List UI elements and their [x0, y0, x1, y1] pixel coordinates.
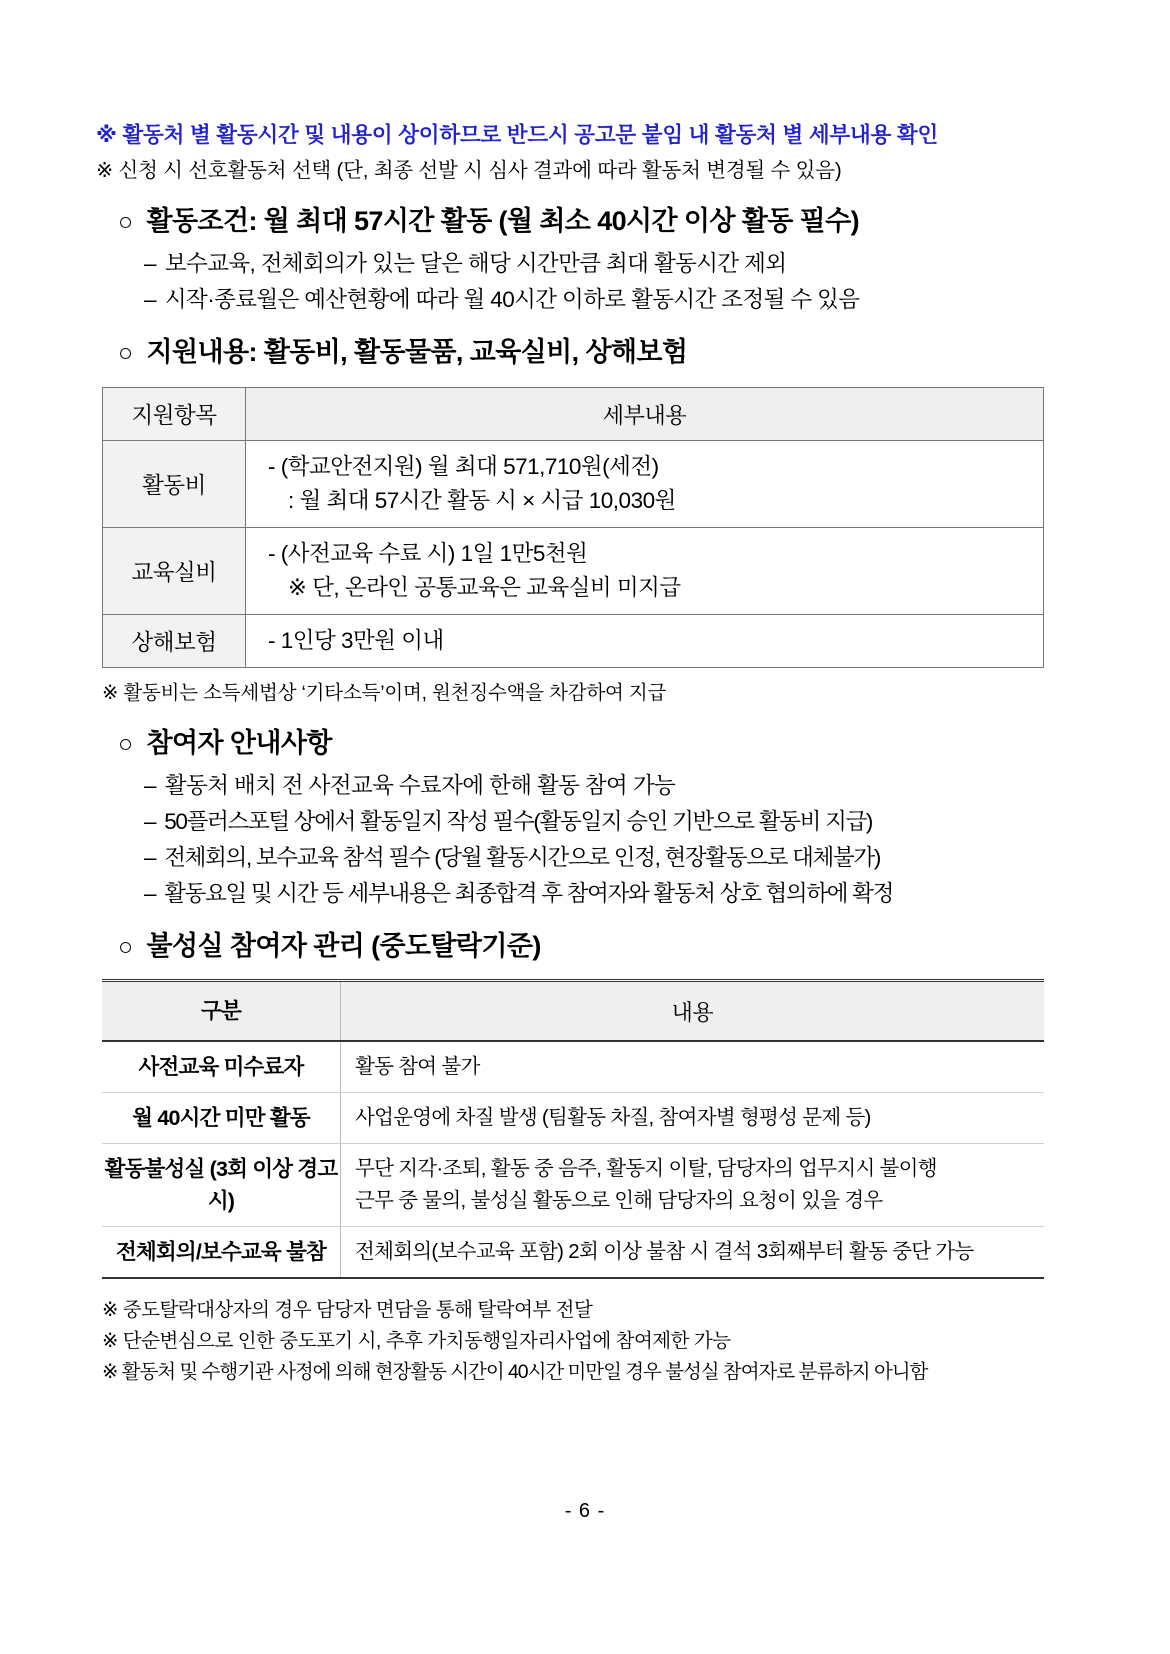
column-header-category: 구분	[102, 981, 341, 1042]
detail-line: : 월 최대 57시간 활동 시 × 시급 10,030원	[288, 488, 676, 513]
footnote-text: 중도탈락대상자의 경우 담당자 면담을 통해 탈락여부 전달	[122, 1299, 593, 1321]
heading-activity-conditions	[118, 201, 1074, 242]
row-content	[341, 1041, 1045, 1093]
table-row	[102, 1041, 1044, 1093]
table-header-row	[102, 981, 1044, 1042]
content-line: 근무 중 물의, 불성실 활동으로 인해 담당자의 요청이 있을 경우	[355, 1189, 883, 1212]
row-content	[341, 1227, 1045, 1279]
table-row	[103, 441, 1044, 528]
content-line: 사업운영에 차질 발생 (팀활동 차질, 참여자별 형평성 문제 등)	[355, 1106, 871, 1129]
category-line: (3회 이상 경고 시)	[207, 1157, 338, 1213]
heading-text: 지원내용: 활동비, 활동물품, 교육실비, 상해보험	[146, 337, 688, 367]
heading-text: 활동조건: 월 최대 57시간 활동 (월 최소 40시간 이상 활동 필수)	[146, 206, 859, 236]
top-notices	[96, 118, 1074, 187]
circle-marker-icon: ○	[118, 339, 133, 367]
list-item-text: 시작·종료월은 예산현황에 따라 월 40시간 이하로 활동시간 조정될 수 있음	[164, 287, 860, 312]
notice-marker: ※	[96, 123, 117, 147]
list-item	[144, 876, 1074, 912]
list-item	[144, 840, 1074, 876]
content-line: 무단 지각·조퇴, 활동 중 음주, 활동지 이탈, 담당자의 업무지시 불이행	[355, 1157, 937, 1180]
page-number: - 6 -	[564, 1500, 606, 1522]
footnote-marker: ※	[102, 1299, 118, 1321]
list-item	[144, 282, 1074, 318]
heading-participant-guide	[118, 723, 1074, 764]
footnote-list	[102, 1295, 1074, 1388]
table-header-row	[103, 388, 1044, 441]
support-table-note	[102, 678, 1074, 709]
row-detail	[246, 441, 1044, 528]
row-content	[341, 1144, 1045, 1227]
column-header-content: 내용	[341, 981, 1045, 1042]
row-category	[102, 1144, 341, 1227]
heading-dropout-management	[118, 926, 1074, 967]
detail-line: - (사전교육 수료 시) 1일 1만5천원	[268, 541, 588, 566]
circle-marker-icon: ○	[118, 208, 133, 236]
list-item	[144, 804, 1074, 840]
footnote-text: 단순변심으로 인한 중도포기 시, 추후 가치동행일자리사업에 참여제한 가능	[122, 1330, 731, 1352]
list-item	[144, 246, 1074, 282]
table-row	[103, 615, 1044, 668]
category-line: 사전교육 미수료자	[138, 1055, 304, 1079]
column-header-item: 지원항목	[103, 388, 246, 441]
content-line: 전체회의(보수교육 포함) 2회 이상 불참 시 결석 3회째부터 활동 중단 가능	[355, 1240, 974, 1263]
heading-text: 참여자 안내사항	[146, 728, 332, 758]
dash-marker-icon: –	[144, 809, 156, 834]
row-category	[102, 1227, 341, 1279]
list-item-text: 활동요일 및 시간 등 세부내용은 최종합격 후 참여자와 활동처 상호 협의하에 확정	[164, 881, 894, 906]
dash-marker-icon: –	[144, 287, 156, 312]
note-text: 활동비는 소득세법상 ‘기타소득’이며, 원천징수액을 차감하여 지급	[123, 682, 667, 704]
notice-marker: ※	[96, 159, 113, 182]
notice-plain	[96, 154, 1074, 187]
detail-line: ※ 단, 온라인 공통교육은 교육실비 미지급	[288, 575, 681, 600]
row-label: 교육실비	[103, 528, 246, 615]
row-detail	[246, 615, 1044, 668]
row-label: 상해보험	[103, 615, 246, 668]
table-row	[102, 1144, 1044, 1227]
category-line: 월 40시간 미만 활동	[132, 1106, 310, 1130]
dropout-criteria-table	[102, 979, 1044, 1279]
category-line: 전체회의/보수교육 불참	[115, 1240, 327, 1264]
circle-marker-icon: ○	[118, 730, 133, 758]
row-content	[341, 1093, 1045, 1144]
row-label: 활동비	[103, 441, 246, 528]
table-row	[103, 528, 1044, 615]
dash-marker-icon: –	[144, 251, 156, 276]
content-line: 활동 참여 불가	[355, 1055, 480, 1078]
heading-support-contents	[118, 332, 1074, 373]
category-line: 활동불성실	[104, 1157, 205, 1181]
dash-marker-icon: –	[144, 845, 156, 870]
list-item-text: 보수교육, 전체회의가 있는 달은 해당 시간만큼 최대 활동시간 제외	[164, 251, 787, 276]
dash-marker-icon: –	[144, 773, 156, 798]
row-category	[102, 1093, 341, 1144]
notice-text: 신청 시 선호활동처 선택 (단, 최종 선발 시 심사 결과에 따라 활동처 변경될 수 있음)	[118, 159, 842, 182]
table-row	[102, 1227, 1044, 1279]
footnote-marker: ※	[102, 1330, 118, 1352]
footnote-marker: ※	[102, 1361, 118, 1383]
footnote	[102, 1357, 1074, 1388]
table-row	[102, 1093, 1044, 1144]
detail-line: - 1인당 3만원 이내	[268, 628, 444, 653]
detail-line: - (학교안전지원) 월 최대 571,710원(세전)	[268, 454, 659, 479]
list-item-text: 50플러스포털 상에서 활동일지 작성 필수(활동일지 승인 기반으로 활동비 지급)	[164, 809, 873, 834]
notice-text: 활동처 별 활동시간 및 내용이 상이하므로 반드시 공고문 붙임 내 활동처 별 세부내용 확인	[122, 123, 939, 147]
list-item-text: 활동처 배치 전 사전교육 수료자에 한해 활동 참여 가능	[164, 773, 676, 798]
dash-marker-icon: –	[144, 881, 156, 906]
row-category	[102, 1041, 341, 1093]
support-items-table	[102, 387, 1044, 668]
list-item-text: 전체회의, 보수교육 참석 필수 (당월 활동시간으로 인정, 현장활동으로 대체불가)	[164, 845, 881, 870]
row-detail	[246, 528, 1044, 615]
heading-text: 불성실 참여자 관리 (중도탈락기준)	[146, 931, 541, 961]
note-marker: ※	[102, 682, 119, 704]
column-header-detail: 세부내용	[246, 388, 1044, 441]
footnote	[102, 1295, 1074, 1326]
notice-emphasis	[96, 118, 1074, 152]
footnote	[102, 1326, 1074, 1357]
footnote-text: 활동처 및 수행기관 사정에 의해 현장활동 시간이 40시간 미만일 경우 불성실 참여자로 분류하지 아니함	[121, 1361, 928, 1383]
circle-marker-icon: ○	[118, 933, 133, 961]
list-item	[144, 768, 1074, 804]
